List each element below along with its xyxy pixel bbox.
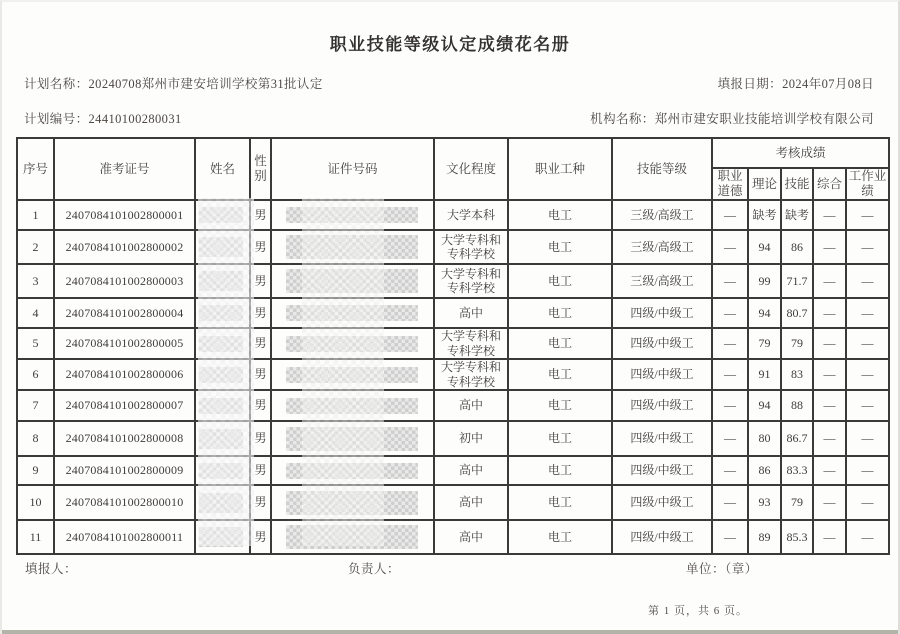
cell-occupation: 电工 bbox=[508, 485, 612, 520]
cell-skill: 83 bbox=[781, 359, 813, 390]
cell-occupation: 电工 bbox=[508, 230, 612, 264]
header-gender: 性别 bbox=[250, 138, 271, 200]
cell-comprehensive: — bbox=[813, 421, 846, 456]
cell-comprehensive: — bbox=[813, 328, 846, 359]
cell-work: — bbox=[846, 485, 889, 520]
cell-work: — bbox=[846, 390, 889, 421]
cell-name-redacted bbox=[195, 264, 250, 298]
table-row bbox=[17, 298, 889, 328]
cell-level: 四级/中级工 bbox=[612, 298, 712, 328]
cell-cert-redacted bbox=[271, 264, 434, 298]
cell-skill: 79 bbox=[781, 485, 813, 520]
cell-gender: 男 bbox=[250, 230, 271, 264]
table-row bbox=[17, 485, 889, 520]
cell-ethics: — bbox=[712, 230, 748, 264]
page-title: 职业技能等级认定成绩花名册 bbox=[329, 35, 571, 54]
cell-seq: 4 bbox=[17, 298, 54, 328]
cell-skill: 86 bbox=[781, 230, 813, 264]
table-row bbox=[17, 359, 889, 390]
cell-ethics: — bbox=[712, 456, 748, 485]
cell-level: 四级/中级工 bbox=[612, 520, 712, 554]
cell-work: — bbox=[846, 230, 889, 264]
cell-level: 四级/中级工 bbox=[612, 328, 712, 359]
cell-theory: 79 bbox=[748, 328, 781, 359]
cell-level: 三级/高级工 bbox=[612, 264, 712, 298]
table-row bbox=[17, 456, 889, 485]
cell-theory: 94 bbox=[748, 298, 781, 328]
org-name-label: 机构名称： bbox=[590, 112, 655, 126]
manager-label: 负责人： bbox=[348, 562, 401, 576]
redaction-mosaic bbox=[199, 336, 243, 352]
cell-education: 大学专科和专科学校 bbox=[434, 230, 508, 264]
cell-skill: 85.3 bbox=[781, 520, 813, 554]
cell-exam-no: 2407084101002800004 bbox=[54, 298, 195, 328]
cell-theory: 缺考 bbox=[748, 200, 781, 230]
redaction-mosaic bbox=[199, 429, 243, 449]
cell-ethics: — bbox=[712, 200, 748, 230]
header-name: 姓名 bbox=[195, 138, 250, 200]
cell-skill: 80.7 bbox=[781, 298, 813, 328]
cell-level: 四级/中级工 bbox=[612, 390, 712, 421]
cell-seq: 2 bbox=[17, 230, 54, 264]
cell-education: 高中 bbox=[434, 485, 508, 520]
cell-comprehensive: — bbox=[813, 264, 846, 298]
header-comprehensive: 综合 bbox=[813, 168, 846, 200]
cell-education: 大学专科和专科学校 bbox=[434, 328, 508, 359]
redaction-mosaic bbox=[199, 207, 243, 223]
cell-seq: 3 bbox=[17, 264, 54, 298]
cell-education: 高中 bbox=[434, 456, 508, 485]
cell-comprehensive: — bbox=[813, 200, 846, 230]
cell-occupation: 电工 bbox=[508, 200, 612, 230]
cell-cert-redacted bbox=[271, 200, 434, 230]
redaction-mosaic bbox=[286, 463, 418, 479]
table-body bbox=[17, 200, 889, 554]
cell-exam-no: 2407084101002800009 bbox=[54, 456, 195, 485]
redaction-mosaic bbox=[286, 491, 418, 515]
cell-gender: 男 bbox=[250, 390, 271, 421]
plan-name-label: 计划名称： bbox=[24, 77, 89, 91]
cell-work: — bbox=[846, 456, 889, 485]
cell-seq: 10 bbox=[17, 485, 54, 520]
cell-seq: 5 bbox=[17, 328, 54, 359]
cell-skill: 86.7 bbox=[781, 421, 813, 456]
cell-ethics: — bbox=[712, 421, 748, 456]
header-level: 技能等级 bbox=[612, 138, 712, 200]
cell-work: — bbox=[846, 298, 889, 328]
cell-name-redacted bbox=[195, 390, 250, 421]
cell-occupation: 电工 bbox=[508, 456, 612, 485]
cell-theory: 91 bbox=[748, 359, 781, 390]
cell-level: 四级/中级工 bbox=[612, 359, 712, 390]
cell-gender: 男 bbox=[250, 421, 271, 456]
redaction-mosaic bbox=[199, 305, 243, 321]
cell-exam-no: 2407084101002800010 bbox=[54, 485, 195, 520]
cell-theory: 99 bbox=[748, 264, 781, 298]
plan-no-label: 计划编号： bbox=[24, 112, 89, 126]
cell-work: — bbox=[846, 520, 889, 554]
cell-seq: 9 bbox=[17, 456, 54, 485]
cell-name-redacted bbox=[195, 520, 250, 554]
header-ethics: 职业道德 bbox=[712, 168, 748, 200]
cell-ethics: — bbox=[712, 328, 748, 359]
redaction-mosaic bbox=[286, 398, 418, 414]
cell-skill: 71.7 bbox=[781, 264, 813, 298]
cell-cert-redacted bbox=[271, 328, 434, 359]
cell-theory: 94 bbox=[748, 390, 781, 421]
cell-education: 高中 bbox=[434, 298, 508, 328]
cell-education: 大学本科 bbox=[434, 200, 508, 230]
fill-date-label: 填报日期： bbox=[717, 77, 783, 91]
header-education: 文化程度 bbox=[434, 138, 508, 200]
cell-cert-redacted bbox=[271, 421, 434, 456]
redaction-mosaic bbox=[199, 237, 243, 257]
redaction-mosaic bbox=[286, 427, 418, 451]
cell-exam-no: 2407084101002800007 bbox=[54, 390, 195, 421]
cell-cert-redacted bbox=[271, 485, 434, 520]
cell-comprehensive: — bbox=[813, 359, 846, 390]
cell-name-redacted bbox=[195, 456, 250, 485]
org-name-value: 郑州市建安职业技能培训学校有限公司 bbox=[654, 112, 874, 126]
cell-seq: 1 bbox=[17, 200, 54, 230]
page-bottom-edge bbox=[2, 630, 898, 634]
table-row bbox=[17, 520, 889, 554]
table-row bbox=[17, 390, 889, 421]
cell-gender: 男 bbox=[250, 298, 271, 328]
cell-cert-redacted bbox=[271, 456, 434, 485]
cell-seq: 11 bbox=[17, 520, 54, 554]
cell-cert-redacted bbox=[271, 230, 434, 264]
cell-education: 高中 bbox=[434, 520, 508, 554]
cell-comprehensive: — bbox=[813, 520, 846, 554]
cell-gender: 男 bbox=[250, 264, 271, 298]
cell-exam-no: 2407084101002800001 bbox=[54, 200, 195, 230]
cell-exam-no: 2407084101002800008 bbox=[54, 421, 195, 456]
cell-gender: 男 bbox=[250, 456, 271, 485]
fill-date bbox=[718, 74, 874, 92]
plan-no-value: 24410100280031 bbox=[88, 112, 182, 126]
signature-line bbox=[2, 559, 898, 575]
cell-work: — bbox=[846, 200, 889, 230]
header-skill: 技能 bbox=[781, 168, 813, 200]
cell-gender: 男 bbox=[250, 328, 271, 359]
cell-skill: 88 bbox=[781, 390, 813, 421]
cell-education: 大学专科和专科学校 bbox=[434, 359, 508, 390]
header-theory: 理论 bbox=[748, 168, 781, 200]
cell-name-redacted bbox=[195, 359, 250, 390]
cell-name-redacted bbox=[195, 421, 250, 456]
cell-cert-redacted bbox=[271, 359, 434, 390]
cell-skill: 缺考 bbox=[781, 200, 813, 230]
cell-name-redacted bbox=[195, 230, 250, 264]
cell-skill: 83.3 bbox=[781, 456, 813, 485]
cell-education: 高中 bbox=[434, 390, 508, 421]
redaction-mosaic bbox=[286, 235, 418, 259]
cell-occupation: 电工 bbox=[508, 264, 612, 298]
redaction-mosaic bbox=[199, 398, 243, 414]
cell-ethics: — bbox=[712, 264, 748, 298]
filler-label: 填报人： bbox=[25, 562, 78, 576]
cell-comprehensive: — bbox=[813, 390, 846, 421]
page-number: 第 1 页，共 6 页。 bbox=[648, 605, 748, 617]
header-seq: 序号 bbox=[17, 138, 54, 200]
table-row bbox=[17, 421, 889, 456]
cell-occupation: 电工 bbox=[508, 421, 612, 456]
cell-name-redacted bbox=[195, 298, 250, 328]
cell-education: 大学专科和专科学校 bbox=[434, 264, 508, 298]
meta-row-2 bbox=[2, 109, 898, 127]
redaction-mosaic bbox=[286, 305, 418, 321]
cell-gender: 男 bbox=[250, 485, 271, 520]
cell-theory: 86 bbox=[748, 456, 781, 485]
cell-work: — bbox=[846, 359, 889, 390]
header-exam-no: 准考证号 bbox=[54, 138, 195, 200]
cell-comprehensive: — bbox=[813, 456, 846, 485]
cell-name-redacted bbox=[195, 328, 250, 359]
cell-name-redacted bbox=[195, 200, 250, 230]
org-name bbox=[590, 109, 874, 127]
header-cert: 证件号码 bbox=[271, 138, 434, 200]
cell-gender: 男 bbox=[250, 359, 271, 390]
meta-row-1 bbox=[2, 74, 898, 92]
redaction-mosaic bbox=[286, 525, 418, 549]
cell-theory: 80 bbox=[748, 421, 781, 456]
cell-level: 四级/中级工 bbox=[612, 485, 712, 520]
redaction-mosaic bbox=[199, 463, 243, 479]
cell-seq: 7 bbox=[17, 390, 54, 421]
fill-date-value: 2024年07月08日 bbox=[782, 77, 874, 91]
cell-name-redacted bbox=[195, 485, 250, 520]
cell-education: 初中 bbox=[434, 421, 508, 456]
plan-name-value: 20240708郑州市建安培训学校第31批认定 bbox=[88, 77, 323, 91]
redaction-mosaic bbox=[199, 367, 243, 383]
table-row bbox=[17, 200, 889, 230]
table-row bbox=[17, 328, 889, 359]
plan-no bbox=[24, 109, 182, 127]
table-row bbox=[17, 230, 889, 264]
cell-gender: 男 bbox=[250, 520, 271, 554]
cell-exam-no: 2407084101002800006 bbox=[54, 359, 195, 390]
cell-occupation: 电工 bbox=[508, 520, 612, 554]
cell-occupation: 电工 bbox=[508, 390, 612, 421]
cell-comprehensive: — bbox=[813, 230, 846, 264]
cell-level: 三级/高级工 bbox=[612, 230, 712, 264]
cell-cert-redacted bbox=[271, 520, 434, 554]
cell-comprehensive: — bbox=[813, 298, 846, 328]
redaction-mosaic bbox=[199, 271, 243, 291]
cell-comprehensive: — bbox=[813, 485, 846, 520]
cell-exam-no: 2407084101002800003 bbox=[54, 264, 195, 298]
cell-ethics: — bbox=[712, 298, 748, 328]
cell-seq: 8 bbox=[17, 421, 54, 456]
roster-table bbox=[16, 137, 890, 555]
cell-ethics: — bbox=[712, 485, 748, 520]
header-score-group: 考核成绩 bbox=[712, 138, 889, 168]
cell-level: 四级/中级工 bbox=[612, 421, 712, 456]
cell-work: — bbox=[846, 328, 889, 359]
table-row bbox=[17, 264, 889, 298]
unit-seal-label: 单位：（章） bbox=[686, 562, 758, 576]
cell-occupation: 电工 bbox=[508, 298, 612, 328]
cell-cert-redacted bbox=[271, 390, 434, 421]
cell-exam-no: 2407084101002800002 bbox=[54, 230, 195, 264]
cell-level: 三级/高级工 bbox=[612, 200, 712, 230]
redaction-mosaic bbox=[286, 269, 418, 293]
cell-theory: 93 bbox=[748, 485, 781, 520]
cell-occupation: 电工 bbox=[508, 328, 612, 359]
redaction-mosaic bbox=[199, 493, 243, 513]
cell-cert-redacted bbox=[271, 298, 434, 328]
plan-name bbox=[24, 74, 323, 92]
cell-ethics: — bbox=[712, 520, 748, 554]
redaction-mosaic bbox=[286, 207, 418, 223]
cell-ethics: — bbox=[712, 390, 748, 421]
cell-work: — bbox=[846, 421, 889, 456]
cell-skill: 79 bbox=[781, 328, 813, 359]
redaction-mosaic bbox=[199, 527, 243, 547]
header-occupation: 职业工种 bbox=[508, 138, 612, 200]
cell-exam-no: 2407084101002800005 bbox=[54, 328, 195, 359]
cell-seq: 6 bbox=[17, 359, 54, 390]
cell-work: — bbox=[846, 264, 889, 298]
cell-exam-no: 2407084101002800011 bbox=[54, 520, 195, 554]
cell-gender: 男 bbox=[250, 200, 271, 230]
cell-occupation: 电工 bbox=[508, 359, 612, 390]
table-header bbox=[17, 138, 889, 200]
cell-theory: 94 bbox=[748, 230, 781, 264]
redaction-mosaic bbox=[286, 367, 418, 383]
redaction-mosaic bbox=[286, 336, 418, 352]
cell-theory: 89 bbox=[748, 520, 781, 554]
cell-ethics: — bbox=[712, 359, 748, 390]
header-work: 工作业绩 bbox=[846, 168, 889, 200]
cell-level: 四级/中级工 bbox=[612, 456, 712, 485]
